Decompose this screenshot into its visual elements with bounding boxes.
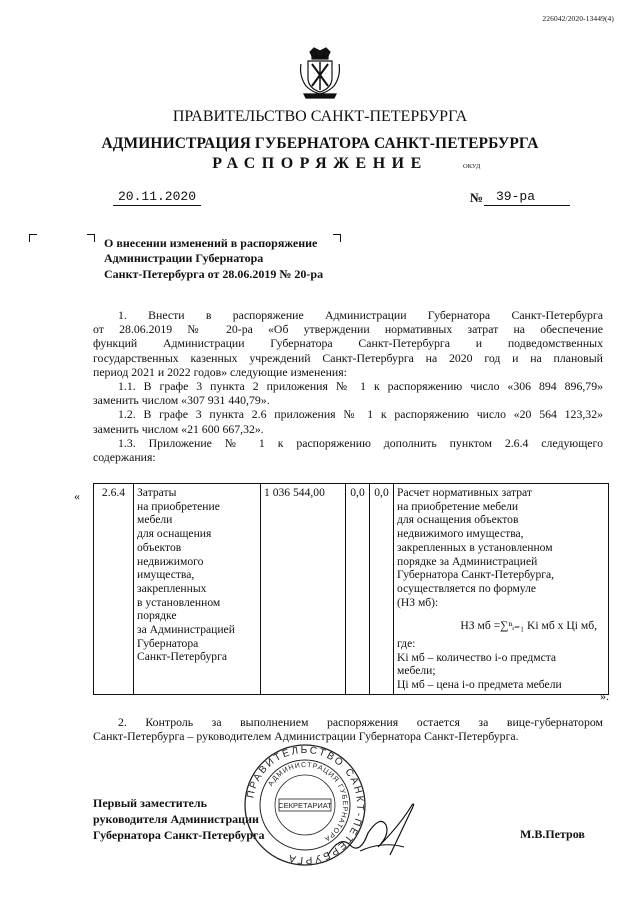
name-line: недвижимого: [137, 554, 204, 568]
quote-open: «: [74, 489, 80, 503]
desc-line: порядке за Администрацией: [397, 554, 538, 568]
desc-line: Губернатора Санкт-Петербурга,: [397, 568, 555, 582]
name-line: Затраты: [137, 486, 177, 499]
document-number-field: 39-ра: [484, 188, 570, 206]
formula: НЗ мб =∑ⁿᵢ₌₁ Ki мб x Цi мб,: [460, 619, 597, 633]
quote-close: ».: [600, 689, 609, 703]
corner-mark-left: [29, 234, 37, 242]
cell-item-number: 2.6.4: [94, 484, 134, 695]
desc-line: на приобретение мебели: [397, 499, 519, 513]
name-line: на приобретение: [137, 499, 220, 513]
cell-item-name: [134, 484, 261, 695]
document-date: 20.11.2020: [113, 188, 201, 206]
body-line: заменить числом «307 931 440,79».: [93, 393, 270, 408]
body-line: от 28.06.2019 № 20-ра «Об утверждении нормативных затрат на обеспечение: [93, 322, 603, 337]
desc-line: (НЗ мб):: [397, 595, 439, 609]
signatory-line: Первый заместитель: [93, 796, 207, 810]
body-line: период 2021 и 2022 годов» следующие изменения:: [93, 364, 347, 379]
desc-line: где:: [397, 637, 416, 651]
name-line: порядке: [137, 609, 177, 623]
subject-line: Администрации Губернатора: [104, 251, 264, 266]
okud-label: ОКУД: [463, 163, 481, 170]
signatory-line: Губернатора Санкт-Петербурга: [93, 828, 265, 842]
name-line: закрепленных: [137, 581, 207, 595]
name-line: Санкт-Петербурга: [137, 650, 227, 664]
name-line: в установленном: [137, 595, 221, 609]
table-row: [94, 484, 609, 695]
body-line: государственных казенных учреждений Санкт-Петербурга на 2020 год и на плановый: [93, 350, 603, 365]
cell-year-2022: 0,0: [370, 484, 394, 695]
desc-line: недвижимого имущества,: [397, 527, 524, 541]
cell-year-2021: 0,0: [346, 484, 370, 695]
cell-amount: 1 036 544,00: [261, 484, 346, 695]
subject-line: О внесении изменений в распоряжение: [104, 236, 318, 250]
number-sign: №: [470, 190, 484, 205]
signatory-name: М.В.Петров: [520, 827, 585, 841]
body-line: содержания:: [93, 450, 156, 465]
document-type: РАСПОРЯЖЕНИЕ: [212, 155, 428, 172]
desc-line: для оснащения объектов: [397, 513, 519, 527]
administration-title: АДМИНИСТРАЦИЯ ГУБЕРНАТОРА САНКТ-ПЕТЕРБУРГА: [101, 135, 539, 152]
body-line: 1.2. В графе 3 пункта 2.6 приложения № 1 к распоряжению число «20 564 123,32»: [118, 407, 603, 422]
body-line: 1. Внести в распоряжение Администрации Губернатора Санкт-Петербурга: [118, 308, 603, 322]
name-line: имущества,: [137, 568, 195, 582]
name-line: мебели: [137, 513, 173, 527]
body-line: Санкт-Петербурга – руководителем Администрации Губернатора Санкт-Петербурга.: [93, 729, 519, 744]
body-line: 1.1. В графе 3 пункта 2 приложения № 1 к распоряжению число «306 894 896,79»: [118, 379, 603, 394]
document-subject: [104, 236, 364, 282]
body-line: функций Администрации Губернатора Санкт-Петербурга и подведомственных: [93, 336, 603, 351]
body-line: 1.3. Приложение № 1 к распоряжению дополнить пунктом 2.6.4 следующего: [118, 435, 603, 450]
coat-of-arms-emblem: [298, 46, 342, 102]
desc-line: Цi мб – цена i-о предмета мебели: [397, 678, 562, 692]
name-line: Губернатора: [137, 636, 199, 650]
stamp-center-text: СЕКРЕТАРИАТ: [278, 801, 332, 810]
name-line: объектов: [137, 540, 182, 554]
body-line: 2. Контроль за выполнением распоряжения остается за вице-губернатором: [118, 715, 603, 729]
stamp-inner-text: АДМИНИСТРАЦИЯ ГУБЕРНАТОРА: [267, 761, 349, 843]
desc-line: Ki мб – количество i-о предмста: [397, 650, 557, 664]
name-line: для оснащения: [137, 527, 212, 541]
handwritten-signature: [320, 795, 430, 865]
government-title: ПРАВИТЕЛЬСТВО САНКТ-ПЕТЕРБУРГА: [172, 108, 468, 125]
desc-line: закрепленных в установленном: [397, 540, 553, 554]
desc-line: осуществляется по формуле: [397, 581, 537, 595]
subject-line: Санкт-Петербурга от 28.06.2019 № 20-ра: [104, 266, 324, 281]
signatory-line: руководителя Администрации: [93, 812, 259, 826]
cell-description: [394, 484, 609, 695]
name-line: за Администрацией: [137, 623, 235, 637]
body-section-2: [93, 715, 603, 743]
document-number: 226042/2020-13449(4): [542, 14, 614, 23]
stamp-outer-text: ПРАВИТЕЛЬСТВО САНКТ-ПЕТЕРБУРГА: [245, 744, 366, 866]
corner-mark-mid: [87, 234, 95, 242]
body-section-1: [93, 308, 603, 464]
desc-line: Расчет нормативных затрат: [397, 486, 532, 499]
body-line: заменить числом «21 600 667,32».: [93, 421, 264, 436]
amendment-table: [93, 483, 609, 695]
desc-line: мебели;: [397, 664, 436, 678]
